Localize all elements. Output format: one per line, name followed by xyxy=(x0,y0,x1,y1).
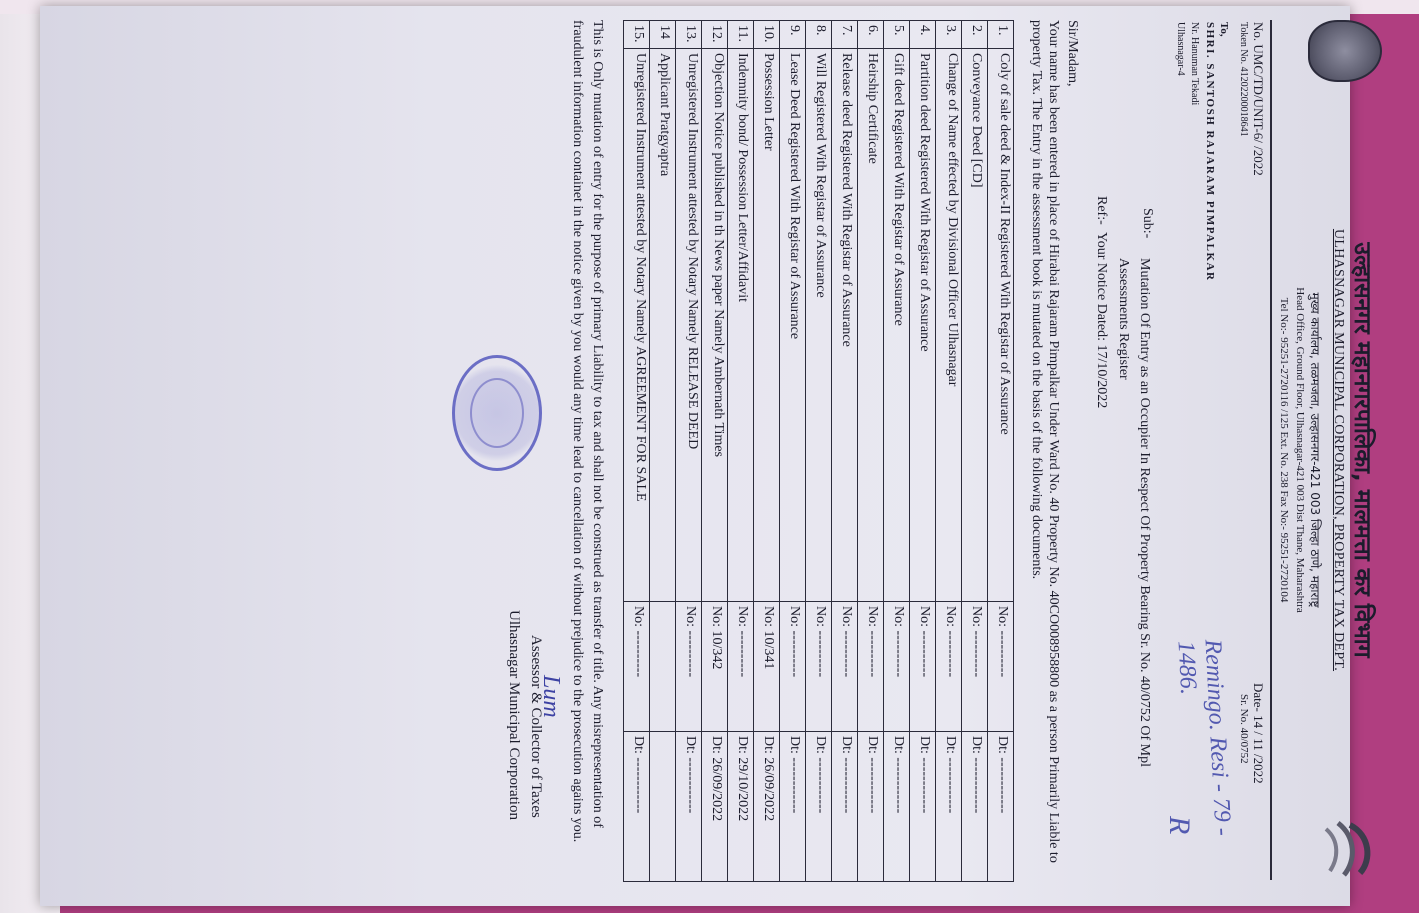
document-number: 8. xyxy=(806,21,832,49)
document-no: No: ---------- xyxy=(780,602,806,732)
document-date: Dt: 26/09/2022 xyxy=(702,732,728,882)
table-row xyxy=(676,21,702,882)
document-no: No: ---------- xyxy=(988,602,1014,732)
table-row xyxy=(806,21,832,882)
document-date: Dt: 29/10/2022 xyxy=(728,732,754,882)
document-date: Dt: ------------ xyxy=(780,732,806,882)
address-english: Head Office, Ground Floor, Ulhasnagar-421 003 Dist Thane, Maharashtra xyxy=(1294,287,1306,613)
reference-number: No. UMC/TD/UNIT-6/ /2022 xyxy=(1251,22,1266,176)
document-no: No: ---------- xyxy=(832,602,858,732)
document-no: No: ---------- xyxy=(910,602,936,732)
subject-label: Sub:- xyxy=(1140,208,1155,239)
document-description: Release deed Registered With Registar of Assurance xyxy=(832,49,858,602)
document-description: Partition deed Registered With Registar of Assurance xyxy=(910,49,936,602)
document-date: Dt: ------------ xyxy=(910,732,936,882)
document-no: No: ---------- xyxy=(624,602,650,732)
reference-text: Your Notice Dated: 17/10/2022 xyxy=(1094,232,1109,409)
document-number: 15. xyxy=(624,21,650,49)
table-row xyxy=(936,21,962,882)
document-description: Objection Notice published in th News paper Namely Ambernath Times xyxy=(702,49,728,602)
table-row xyxy=(728,21,754,882)
document-description: Coly of sale deed & Index-II Registered With Registar of Assurance xyxy=(988,49,1014,602)
document-number: 12. xyxy=(702,21,728,49)
document-no: No: ---------- xyxy=(884,602,910,732)
telephone-line: Tel No:- 95251-2720116 /125 Ext. No. 238 Fax No:- 95251-2720104 xyxy=(1278,297,1290,603)
document-description: Unregistered Instrument attested by Notary Namely AGREEMENT FOR SALE xyxy=(624,49,650,602)
notice-date: Date- 14 / 11 /2022 xyxy=(1251,683,1266,784)
document-date: Dt: ------------ xyxy=(624,732,650,882)
document-description: Lease Deed Registered With Registar of Assurance xyxy=(780,49,806,602)
corporation-title-english: ULHASNAGAR MUNICIPAL CORPORATION, PROPERTY TAX DEPT. xyxy=(1331,228,1346,672)
document-number: 9. xyxy=(780,21,806,49)
document-date: Dt: 26/09/2022 xyxy=(754,732,780,882)
footer-paragraph: This is Only mutation of entry for the purpose of primary Liability to tax and shall not be construed as transfer of title. Any misrepresentation of fraudulent information containet in the notice given by you would any time lead to cancellation of without prejudice to the prosecution agains you. xyxy=(570,20,605,843)
document-no: No: ---------- xyxy=(936,602,962,732)
document-no xyxy=(650,602,676,732)
document-description: Indemnity bond/ Possession Letter/Affidavit xyxy=(728,49,754,602)
document-no: No: ---------- xyxy=(676,602,702,732)
table-row xyxy=(962,21,988,882)
document-date: Dt: ------------ xyxy=(858,732,884,882)
body-paragraph: Your name has been entered in place of Hirabai Rajaram Pimpalkar Under Ward No. 40 Property No. 40CO008958800 as a person Primarily Liable to property Tax. The Entry in the assessment book is mutated on the basis of the following documents. xyxy=(1029,20,1061,863)
document-number: 3. xyxy=(936,21,962,49)
document-no: No: 10/341 xyxy=(754,602,780,732)
document-description: Change of Name effected by Divisional Officer Ulhasnagar xyxy=(936,49,962,602)
document-number: 5. xyxy=(884,21,910,49)
recipient-name: SHRI. SANTOSH RAJARAM PIMPALKAR xyxy=(1204,22,1216,282)
document-description: Gift deed Registered With Registar of Assurance xyxy=(884,49,910,602)
document-date xyxy=(650,732,676,882)
serial-number: Sr. No. 40/0752 xyxy=(1238,694,1250,764)
corporation-title-hindi: उल्हासनगर महानगरपालिका, मालमत्ता कर विभाग xyxy=(1349,242,1375,658)
document-no: No: 10/342 xyxy=(702,602,728,732)
document-number: 13. xyxy=(676,21,702,49)
to-label: To, xyxy=(1218,22,1230,37)
table-row xyxy=(650,21,676,882)
document-date: Dt: ------------ xyxy=(988,732,1014,882)
header-divider xyxy=(1270,20,1272,880)
document-date: Dt: ------------ xyxy=(884,732,910,882)
table-row xyxy=(754,21,780,882)
document-description: Applicant Pratgyaptra xyxy=(650,49,676,602)
document-date: Dt: ------------ xyxy=(832,732,858,882)
table-row xyxy=(832,21,858,882)
signatory-organization: Ulhasnagar Municipal Corporation xyxy=(506,610,522,820)
notice-document xyxy=(252,10,1382,890)
recipient-address-line1: Nr. Hanuman Tekadi xyxy=(1189,22,1200,106)
document-date: Dt: ------------ xyxy=(936,732,962,882)
subject-text: Mutation Of Entry as an Occupier In Respect Of Property Bearing Sr. No. 40/0752 Of Mpl Assessments Register xyxy=(1116,258,1152,767)
document-number: 4. xyxy=(910,21,936,49)
document-date: Dt: ------------ xyxy=(962,732,988,882)
document-date: Dt: ------------ xyxy=(676,732,702,882)
document-no: No: ---------- xyxy=(858,602,884,732)
salutation: Sir/Madam, xyxy=(1065,20,1080,87)
documents-table xyxy=(623,20,1014,882)
table-row xyxy=(858,21,884,882)
signature-mark: Lum xyxy=(538,675,564,718)
document-number: 2. xyxy=(962,21,988,49)
document-date: Dt: ------------ xyxy=(806,732,832,882)
document-no: No: ---------- xyxy=(806,602,832,732)
signatory-title: Assessor & Collector of Taxes xyxy=(528,635,544,818)
document-no: No: ---------- xyxy=(962,602,988,732)
reference-label: Ref:- xyxy=(1094,196,1109,225)
document-number: 1. xyxy=(988,21,1014,49)
token-number: Token No. 41202200018641 xyxy=(1238,22,1249,137)
document-number: 6. xyxy=(858,21,884,49)
address-hindi: मुख्य कार्यालय, तळमजला, उल्हासनगर-421 003 जिल्हा ठाणे, महाराष्ट्र xyxy=(1308,292,1322,608)
document-description: Conveyance Deed [CD] xyxy=(962,49,988,602)
document-description: Possession Letter xyxy=(754,49,780,602)
document-description: Heirship Certificate xyxy=(858,49,884,602)
document-number: 11. xyxy=(728,21,754,49)
document-number: 14 xyxy=(650,21,676,49)
table-row xyxy=(988,21,1014,882)
document-no: No: ---------- xyxy=(728,602,754,732)
handwritten-note: Remingo. Resi - 79 - 1486. xyxy=(1172,638,1236,837)
handwritten-initial: R xyxy=(1163,816,1196,835)
table-row xyxy=(702,21,728,882)
recipient-address-line2: Ulhasnagar-4 xyxy=(1175,22,1186,76)
table-row xyxy=(624,21,650,882)
document-description: Will Registered With Registar of Assurance xyxy=(806,49,832,602)
document-number: 7. xyxy=(832,21,858,49)
document-number: 10. xyxy=(754,21,780,49)
seal-inner-ring xyxy=(470,378,524,448)
table-row xyxy=(780,21,806,882)
documents-table-body xyxy=(624,21,1014,882)
document-description: Unregistered Instrument attested by Notary Namely RELEASE DEED xyxy=(676,49,702,602)
table-row xyxy=(910,21,936,882)
table-row xyxy=(884,21,910,882)
